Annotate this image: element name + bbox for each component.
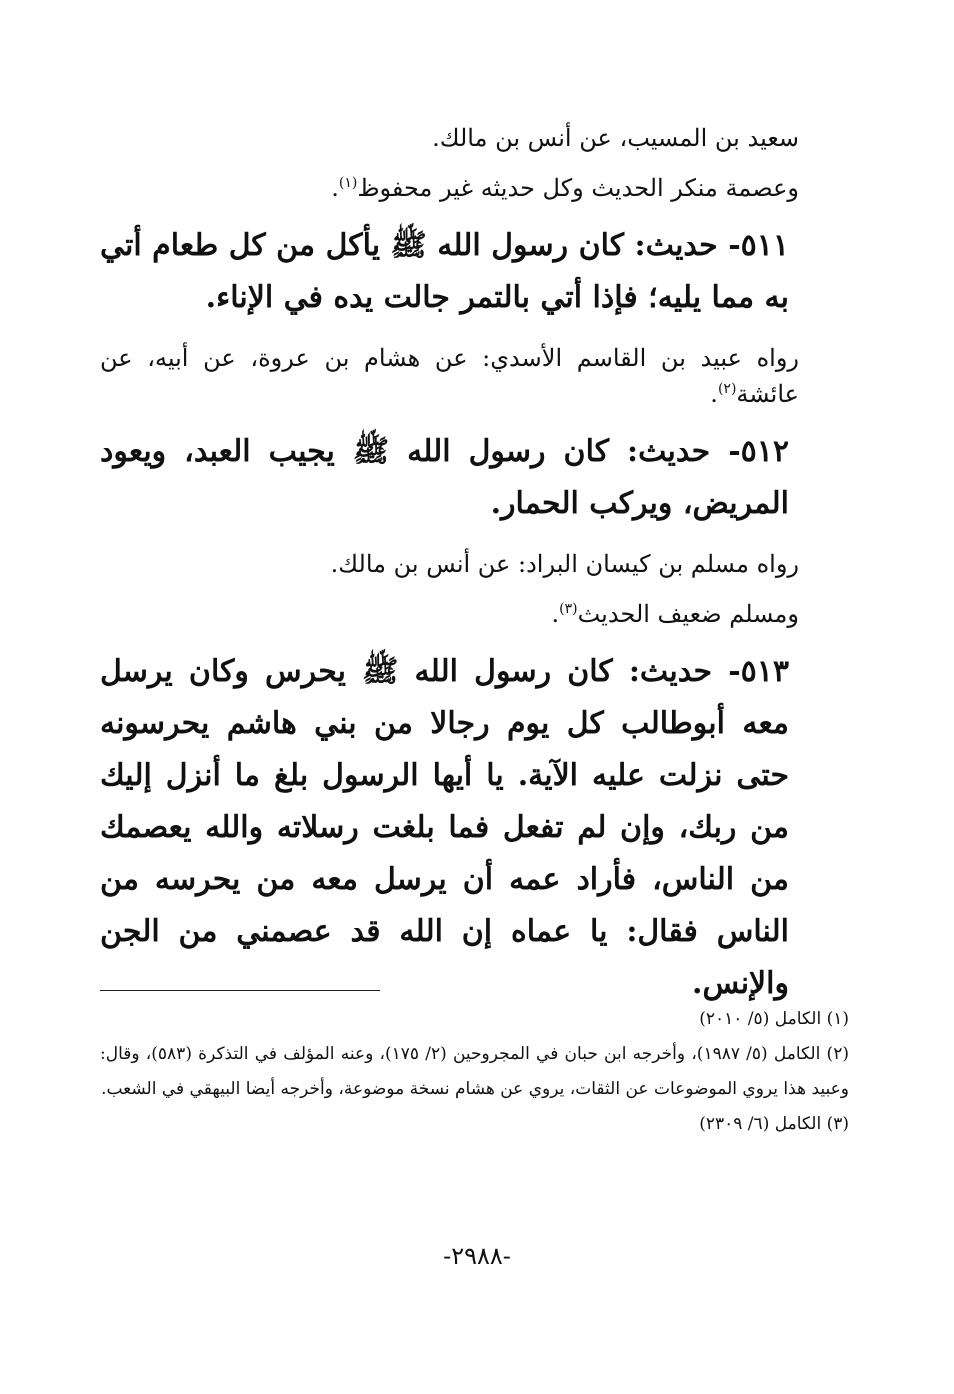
hadith-511-text: ٥١١- حديث: كان رسول الله ﷺ يأكل من كل طعام أتي به مما يليه؛ فإذا أتي بالتمر جالت يده في الإناء. [100,228,789,315]
hadith-512-text: ٥١٢- حديث: كان رسول الله ﷺ يجيب العبد، ويعود المريض، ويركب الحمار. [100,434,789,521]
footnote-divider [100,990,380,991]
footnote-marker-3[interactable]: (٣) [559,601,578,617]
hadith-512-narration [100,546,849,582]
isma-comment-text: وعصمة منكر الحديث وكل حديثه غير محفوظ [357,174,799,202]
footnote-2: (٢) الكامل (٥/ ١٩٨٧)، وأخرجه ابن حبان في المجروحين (٢/ ١٧٥)، وعنه المؤلف في التذكرة (٥٨٣)، وقال: وعبيد هذا يروي الموضوعات عن الثقات، يروي عن هشام نسخة موضوعة، وأخرجه أيضا البيهقي في الشعب. [100,1044,849,1099]
hadith-512-narration-text: رواه مسلم بن كيسان البراد: عن أنس بن مالك. [330,550,799,578]
hadith-512-comment: ومسلم ضعيف الحديث$^{(٣)}$. [551,600,799,628]
footnote-3: (٣) الكامل (٦/ ٢٣٠٩) [699,1114,849,1134]
footnote-marker-1[interactable]: (١) [338,175,358,191]
page-number: -٢٩٨٨- [443,1242,511,1270]
footnote-1: (١) الكامل (٥/ ٢٠١٠) [699,1009,849,1029]
continuation-text: سعيد بن المسيب، عن أنس بن مالك. [432,124,799,152]
continuation-line [100,120,849,156]
isma-comment: وعصمة منكر الحديث وكل حديثه غير محفوظ$^{(١)}$. [331,174,799,202]
hadith-511-narration-text: رواه عبيد بن القاسم الأسدي: عن هشام بن عروة، عن أبيه، عن عائشة [100,344,799,408]
hadith-511-narration: رواه عبيد بن القاسم الأسدي: عن هشام بن عروة، عن أبيه، عن عائشة$^{(٢)}$. [100,344,799,408]
main-text [100,120,849,1026]
hadith-511 [100,220,849,324]
hadith-512 [100,426,849,530]
footnote-marker-2[interactable]: (٢) [717,381,737,397]
footnotes [100,1002,849,1142]
hadith-513-text: ٥١٣- حديث: كان رسول الله ﷺ يحرس وكان يرسل معه أبوطالب كل يوم رجالا من بني هاشم يحرسونه حتى نزلت عليه الآية. يا أيها الرسول بلغ ما أنزل إليك من ربك، وإن لم تفعل فما بلغت رسلاته والله يعصمك من الناس، فأراد عمه أن يرسل معه من يحرسه من الناس فقال: يا عماه إن الله قد عصمني من الجن والإنس. [100,654,789,1001]
hadith-512-comment-text: ومسلم ضعيف الحديث [577,600,799,628]
hadith-513 [100,646,849,1010]
